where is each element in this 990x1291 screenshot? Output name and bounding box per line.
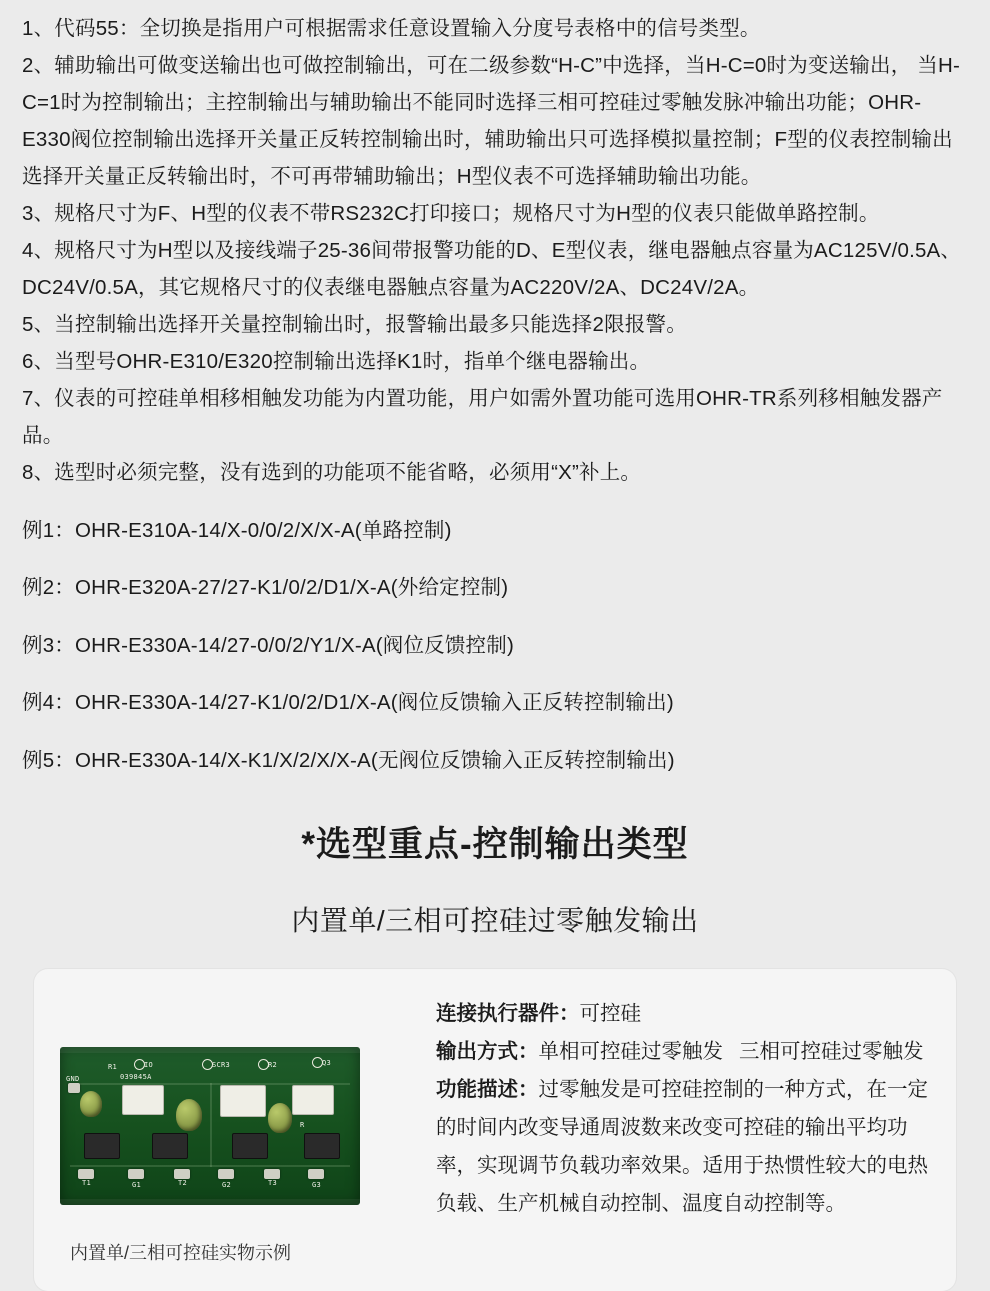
note-item: 3、规格尺寸为F、H型的仪表不带RS232C打印接口；规格尺寸为H型的仪表只能做单路控制。 [22, 202, 880, 225]
note-item: 2、辅助输出可做变送输出也可做控制输出，可在二级参数“H-C”中选择，当H-C=0时为变送输出， 当H-C=1时为控制输出；主控制输出与辅助输出不能同时选择三相可控硅过零触发脉冲输出功能；OHR-E330阀位控制输出选择开关量正反转控制输出时，辅助输出只可选择模拟量控制；F型的仪表控制输出选择开关量正反转输出时，不可再带辅助输出；H型仪表不可选择辅助输出功能。 [22, 54, 961, 188]
pcb-silk-t3: T3 [268, 1178, 278, 1187]
board-caption: 内置单/三相可控硅实物示例 [70, 1242, 291, 1263]
pcb-pad [68, 1083, 80, 1093]
note-item: 8、选型时必须完整，没有选到的功能项不能省略，必须用“X”补上。 [22, 461, 642, 484]
spec-label-description: 功能描述： [436, 1077, 539, 1101]
pcb-silk-t2: T2 [178, 1178, 188, 1187]
examples-list [22, 512, 968, 779]
pcb-hole-icon [312, 1057, 323, 1068]
example-item: 例5：OHR-E330A-14/X-K1/X/2/X/X-A(无阀位反馈输入正反转控制输出) [22, 748, 675, 772]
pcb-silk-q3: Q3 [322, 1058, 332, 1067]
pcb-optocoupler [122, 1085, 164, 1115]
pcb-pad [308, 1169, 324, 1179]
pcb-pad [174, 1169, 190, 1179]
pcb-pad [264, 1169, 280, 1179]
section-subtitle: 内置单/三相可控硅过零触发输出 [291, 904, 699, 936]
spec-row-description [436, 1071, 930, 1223]
pcb-silk-r2: R2 [268, 1060, 278, 1069]
board-image-wrap [60, 991, 380, 1265]
spec-value-actuator: 可控硅 [579, 1001, 641, 1025]
example-item: 例4：OHR-E330A-14/27-K1/0/2/D1/X-A(阀位反馈输入正反转控制输出) [22, 691, 674, 714]
section-title: *选型重点-控制输出类型 [301, 824, 689, 864]
pcb-silk-scr3: SCR3 [212, 1060, 231, 1069]
example-item: 例3：OHR-E330A-14/27-0/0/2/Y1/X-A(阀位反馈控制) [22, 633, 514, 657]
pcb-transistor [84, 1133, 120, 1159]
pcb-hole-icon [134, 1059, 145, 1070]
pcb-transistor [232, 1133, 268, 1159]
note-item: 5、当控制输出选择开关量控制输出时，报警输出最多只能选择2限报警。 [22, 313, 687, 336]
pcb-silk-io: IO [144, 1060, 154, 1069]
pcb-silk-gnd: GND [66, 1074, 80, 1083]
spec-panel [380, 991, 930, 1223]
note-item: 1、代码55：全切换是指用户可根据需求任意设置输入分度号表格中的信号类型。 [22, 17, 761, 40]
pcb-hole-icon [202, 1059, 213, 1070]
note-item: 7、仪表的可控硅单相移相触发功能为内置功能，用户如需外置功能可选用OHR-TR系列移相触发器产品。 [22, 387, 943, 447]
pcb-trace [210, 1083, 212, 1167]
spec-row-output-mode [436, 1033, 930, 1071]
note-item: 4、规格尺寸为H型以及接线端子25-36间带报警功能的D、E型仪表，继电器触点容量为AC125V/0.5A、 DC24V/0.5A，其它规格尺寸的仪表继电器触点容量为AC220V/2A、DC24V/2A。 [22, 239, 962, 299]
pcb-board-image [60, 1047, 360, 1205]
card-body [60, 991, 930, 1265]
product-card [34, 969, 956, 1291]
pcb-capacitor [176, 1099, 202, 1131]
spec-value-output-mode-1: 单相可控硅过零触发 [538, 1039, 723, 1063]
pcb-pad [218, 1169, 234, 1179]
pcb-transistor [304, 1133, 340, 1159]
example-item: 例1：OHR-E310A-14/X-0/0/2/X/X-A(单路控制) [22, 518, 452, 542]
pcb-silk-r1: R1 [108, 1062, 118, 1071]
pcb-silk-code: 039845A [120, 1072, 152, 1081]
pcb-silk-t1: T1 [82, 1178, 92, 1187]
pcb-edge-top [60, 1047, 360, 1053]
pcb-silk-g1: G1 [132, 1180, 142, 1189]
spec-label-actuator: 连接执行器件： [436, 1001, 580, 1025]
spec-label-output-mode: 输出方式： [436, 1039, 539, 1063]
pcb-capacitor [80, 1091, 102, 1117]
note-item: 6、当型号OHR-E310/E320控制输出选择K1时，指单个继电器输出。 [22, 350, 651, 373]
pcb-silk-g2: G2 [222, 1180, 232, 1189]
spec-value-description: 过零触发是可控硅控制的一种方式，在一定的时间内改变导通周波数来改变可控硅的输出平均功率，实现调节负载功率效果。适用于热惯性较大的电热负载、生产机械自动控制、温度自动控制等。 [436, 1077, 928, 1215]
pcb-pad [78, 1169, 94, 1179]
pcb-transistor [152, 1133, 188, 1159]
spec-row-actuator [436, 995, 930, 1033]
spec-value-output-mode-2: 三相可控硅过零触发 [739, 1039, 924, 1063]
example-item: 例2：OHR-E320A-27/27-K1/0/2/D1/X-A(外给定控制) [22, 576, 509, 599]
notes-list [22, 10, 968, 491]
pcb-optocoupler [292, 1085, 334, 1115]
pcb-edge-bottom [60, 1199, 360, 1205]
pcb-hole-icon [258, 1059, 269, 1070]
pcb-optocoupler [220, 1085, 266, 1117]
pcb-silk-r: R [300, 1120, 305, 1129]
pcb-capacitor [268, 1103, 292, 1133]
pcb-pad [128, 1169, 144, 1179]
pcb-silk-g3: G3 [312, 1180, 322, 1189]
